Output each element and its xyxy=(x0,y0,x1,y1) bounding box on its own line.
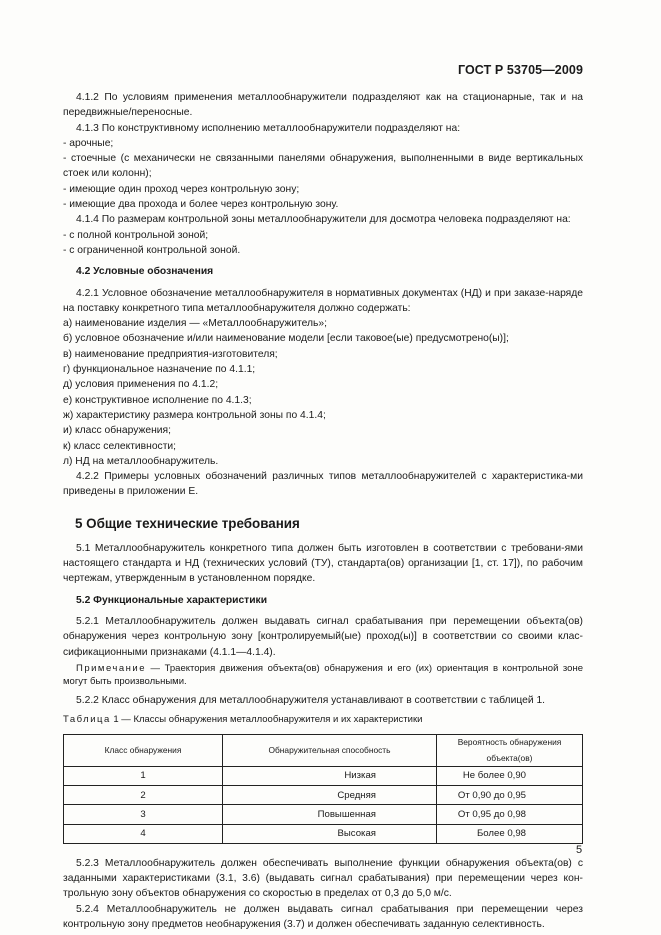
paragraph-5-1: 5.1 Металлообнаружитель конкретного типа должен быть изготовлен в соответствии с требовани-ями настоящего стандарта и НД (технических условий (ТУ), стандарта(ов) организации [1, ст. 17]), по рабочим чертежам, утвержденным в установленном порядке. xyxy=(63,542,583,585)
table-cell: Средняя xyxy=(223,786,437,805)
table-cell: От 0,95 до 0,98 xyxy=(437,805,583,824)
section-heading-5-2: 5.2 Функциональные характеристики xyxy=(76,594,268,606)
list-item: - имеющие один проход через контрольную зону; xyxy=(63,183,300,195)
table-header-row xyxy=(64,735,583,767)
paragraph-4-2-1: 4.2.1 Условное обозначение металлообнаружителя в нормативных документах (НД) и при заказе-наряде на поставку конкретного типа металлообнаружителя должно содержать: xyxy=(63,287,583,314)
list-item: - имеющие два прохода и более через контрольную зону. xyxy=(63,199,339,211)
table-cell: 2 xyxy=(64,786,223,805)
paragraph-4-1-4: 4.1.4 По размерам контрольной зоны металлообнаружители для досмотра человека подразделяют на: xyxy=(76,214,571,226)
list-item: в) наименование предприятия-изготовителя; xyxy=(63,348,278,360)
detection-class-table xyxy=(63,734,583,843)
list-item: е) конструктивное исполнение по 4.1.3; xyxy=(63,394,252,406)
list-item: - арочные; xyxy=(63,137,114,149)
paragraph-4-1-2: 4.1.2 По условиям применения металлообнаружители подразделяют как на стационарные, так и на передвижные/переносные. xyxy=(63,92,583,119)
note-label: Примечание xyxy=(76,662,146,674)
paragraph-5-2-2: 5.2.2 Класс обнаружения для металлообнаружителя устанавливают в соответствии с таблицей 1. xyxy=(76,694,546,706)
list-item: - стоечные (с механически не связанными панелями обнаружения, выполненными в виде вертикальных стоек или колонн); xyxy=(63,153,583,180)
paragraph-4-2-2: 4.2.2 Примеры условных обозначений различных типов металлообнаружителей с характеристика-ми приведены в приложении Е. xyxy=(63,471,583,498)
table-cell: 4 xyxy=(64,824,223,843)
paragraph-4-1-3: 4.1.3 По конструктивному исполнению металлообнаружители подразделяют на: xyxy=(76,122,461,134)
note-text: — Траектория движения объекта(ов) обнаружения и его (их) ориентация в контрольной зоне могут быть произвольными. xyxy=(63,662,583,688)
table-row xyxy=(64,805,583,824)
list-item: а) наименование изделия — «Металлообнаружитель»; xyxy=(63,318,327,330)
table-header-cell: Обнаружительная способность xyxy=(223,735,437,767)
list-item: л) НД на металлообнаружитель. xyxy=(63,455,219,467)
list-item: б) условное обозначение и/или наименование модели [если таковое(ые) предусмотрено(ы)]; xyxy=(63,333,509,345)
table-row xyxy=(64,786,583,805)
table-cell: Низкая xyxy=(223,766,437,785)
list-item: - с полной контрольной зоной; xyxy=(63,229,209,241)
standard-designation: ГОСТ Р 53705—2009 xyxy=(457,63,583,77)
table-row xyxy=(64,824,583,843)
list-item: и) класс обнаружения; xyxy=(63,425,171,437)
table-row xyxy=(64,766,583,785)
page-number: 5 xyxy=(576,844,583,856)
table-cell: От 0,90 до 0,95 xyxy=(437,786,583,805)
section-heading-4-2: 4.2 Условные обозначения xyxy=(76,266,214,278)
paragraph-5-2-1: 5.2.1 Металлообнаружитель должен выдавать сигнал срабатывания при перемещении объекта(ов) обнаружения через контрольную зону [контролируемый(ые) проход(ы)] в соответствии со своими клас-сификационными признаками (4.1.1—4.1.4). xyxy=(63,615,583,658)
table-header-cell: Вероятность обнаружения объекта(ов) xyxy=(437,735,583,767)
table-cell: Не более 0,90 xyxy=(437,766,583,785)
list-item: - с ограниченной контрольной зоной. xyxy=(63,244,241,256)
table-header-cell: Класс обнаружения xyxy=(64,735,223,767)
paragraph-5-2-4: 5.2.4 Металлообнаружитель не должен выдавать сигнал срабатывания при перемещении через контрольную зону предметов необнаружения (3.7) и должен обеспечивать заданную селективность. xyxy=(63,903,583,930)
section-heading-5: 5 Общие технические требования xyxy=(75,515,300,531)
list-item: к) класс селективности; xyxy=(63,440,177,452)
table-cell: 3 xyxy=(64,805,223,824)
note xyxy=(63,662,583,689)
table-caption-text: 1 — Классы обнаружения металлообнаружителя и их характеристики xyxy=(110,714,423,726)
table-label: Таблица xyxy=(63,714,111,726)
list-item: д) условия применения по 4.1.2; xyxy=(63,379,219,391)
list-item: ж) характеристику размера контрольной зоны по 4.1.4; xyxy=(63,409,326,421)
page-body xyxy=(63,90,583,932)
table-cell: Повышенная xyxy=(223,805,437,824)
table-cell: 1 xyxy=(64,766,223,785)
table-cell: Высокая xyxy=(223,824,437,843)
paragraph-5-2-3: 5.2.3 Металлообнаружитель должен обеспечивать выполнение функции обнаружения объекта(ов) с заданными характеристиками (3.1, 3.6) (выдавать сигнал срабатывания) при перемещении через кон-трольную зону объектов обнаружения со скоростью в пределах от 0,3 до 5,0 м/с. xyxy=(63,857,583,900)
list-item: г) функциональное назначение по 4.1.1; xyxy=(63,364,256,376)
table-caption xyxy=(63,712,583,727)
table-cell: Более 0,98 xyxy=(437,824,583,843)
